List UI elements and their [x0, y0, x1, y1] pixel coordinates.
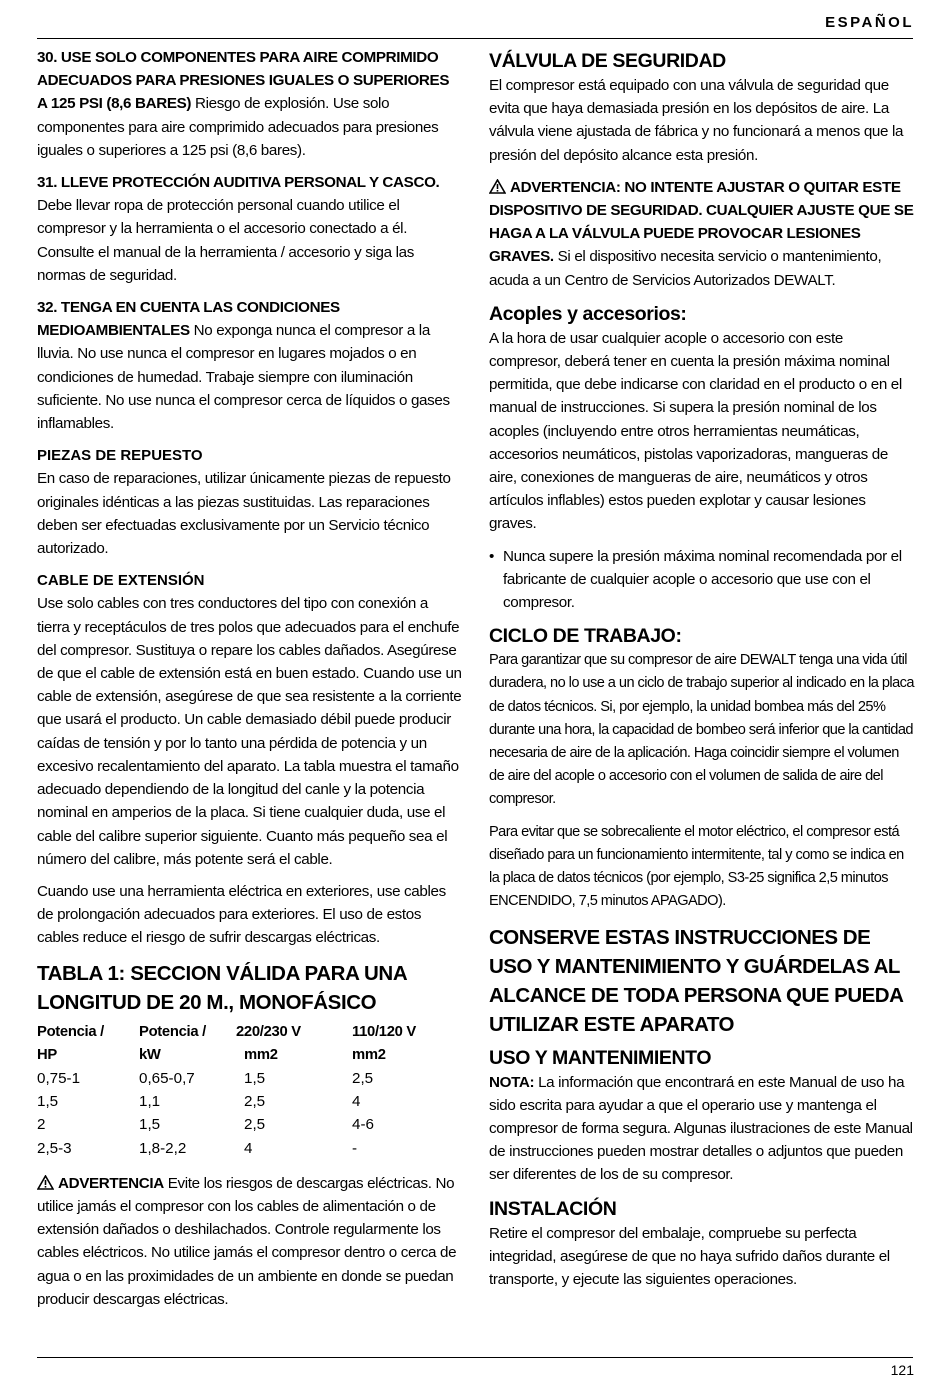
table-header-cell: mm2	[352, 1046, 386, 1063]
safety-valve-heading: VÁLVULA DE SEGURIDAD	[489, 50, 726, 72]
safety-valve-text: El compresor está equipado con una válvula de seguridad que evita que haya demasiada presión en los depósitos de aire. La válvula viene ajustada de fábrica y no funcionará a menos que la presión del depósito alcance esta presión.	[489, 77, 904, 164]
table-header-cell: Potencia /	[139, 1023, 206, 1040]
warning-icon	[37, 1175, 54, 1190]
duty-cycle-text: Para garantizar que su compresor de aire DEWALT tenga una vida útil duradera, no lo use a un ciclo de trabajo superior al indicado en la placa de datos técnicos. Si, por ejemplo, la unidad bombea más del 25% durante una hora, la capacidad de bombeo será inferior que la cantidad necesaria de aire de la aplicación. Haga coincidir siempre el volumen de aire del acople o accesorio con el volumen de salida de aire del compresor.	[489, 652, 914, 808]
note-label: NOTA:	[489, 1073, 535, 1091]
table-cell: 2,5	[352, 1069, 374, 1087]
list-item	[489, 545, 914, 615]
table-cell: 1,1	[139, 1093, 161, 1111]
accessories-heading: Acoples y accesorios:	[489, 302, 687, 325]
table-cell: 0,65-0,7	[139, 1069, 195, 1087]
table-cell: 2,5	[244, 1093, 266, 1111]
table-header-cell: Potencia /	[37, 1023, 104, 1040]
extension-cable-heading: CABLE DE EXTENSIÓN	[37, 572, 205, 590]
table-cell: 1,8-2,2	[139, 1139, 187, 1157]
table-row	[37, 1137, 452, 1160]
extension-cable-text: Use solo cables con tres conductores del tipo con conexión a tierra y receptáculos de tres polos que adecuados para el enchufe del compresor. Sustituya o repare los cables dañados. Asegúrese de que el cable de extensión está en buen estado. Cuando use un cable de extensión, asegúrese de que sea resistente a la corriente que usará el producto. Un cable demasiado débil puede producir caídas de tensión y por lo tanto una pérdida de potencia y un excesivo recalentamiento del aparato. La tabla muestra el tamaño adecuado dependiendo de la longitud del canle y la potencia nominal en amperios de la placa. Si tiene cualquier duda, use el cable del calibre superior siguiente. Cuanto más pequeño sea el número del calibre, más potente será el cable.	[37, 595, 462, 868]
table-cell: 1,5	[139, 1116, 161, 1134]
table-row	[37, 1067, 452, 1090]
table-row	[37, 1113, 452, 1136]
right-column	[489, 46, 914, 1300]
table-title: TABLA 1: SECCION VÁLIDA PARA UNA LONGITUD DE 20 M., MONOFÁSICO	[37, 961, 407, 1014]
table-header-cell: 110/120 V	[352, 1023, 416, 1040]
item-30	[37, 46, 462, 162]
table-cell: 2,5	[244, 1116, 266, 1134]
accessories-bullet-text: Nunca supere la presión máxima nominal recomendada por el fabricante de cualquier acople o accesorio que use con el compresor.	[503, 547, 902, 612]
item-32-text: No exponga nunca el compresor a la lluvia. No use nunca el compresor en lugares mojados o en condiciones de humedad. Trabaje siempre con iluminación suficiente. No use nunca el compresor cerca de líquidos o gases inflamables.	[37, 322, 450, 433]
note-text: La información que encontrará en este Manual de uso ha sido escrita para ayudar a que el operario use y mantenga el compresor de forma segura. Algunas ilustraciones de este Manual de instrucciones pueden mostrar detalles o adjuntos que pueden ser diferentes de los de su compresor.	[489, 1073, 913, 1184]
electric-warning-label: ADVERTENCIA	[58, 1174, 164, 1192]
outdoor-text: Cuando use una herramienta eléctrica en exteriores, use cables de prolongación adecuados para exteriores. El uso de estos cables reduce el riesgo de sufrir descargas eléctricas.	[37, 882, 446, 947]
item-31	[37, 171, 462, 287]
table-header-cell: HP	[37, 1046, 57, 1063]
installation-text: Retire el compresor del embalaje, compruebe su perfecta integridad, asegúrese de que no haya sufrido daños durante el transporte, y ejecute las siguientes operaciones.	[489, 1224, 890, 1288]
item-32	[37, 296, 462, 435]
table-cell: 4-6	[352, 1116, 374, 1134]
installation-heading: INSTALACIÓN	[489, 1197, 617, 1220]
table-header-cell: 220/230 V	[236, 1023, 301, 1040]
left-column	[37, 46, 462, 1320]
table-cell: 2	[37, 1116, 46, 1134]
spare-parts-heading: PIEZAS DE REPUESTO	[37, 447, 203, 465]
header-rule	[37, 38, 913, 39]
table-row	[37, 1090, 452, 1113]
table-cell: 4	[352, 1093, 361, 1111]
item-30-heading: 30. USE SOLO COMPONENTES PARA AIRE COMPRIMIDO ADECUADOS PARA PRESIONES IGUALES O SUPERIORES A 125 PSI (8,6 BARES)	[37, 49, 450, 113]
item-30-text: Riesgo de explosión. Use solo componentes para aire comprimido adecuados para presiones iguales o superiores a 125 psi (8,6 bares).	[37, 95, 439, 159]
table-cell: 2,5-3	[37, 1139, 72, 1157]
safety-valve-warning	[489, 176, 914, 292]
table-cell: -	[352, 1139, 358, 1157]
table-cell: 1,5	[244, 1069, 266, 1087]
item-31-heading: 31. LLEVE PROTECCIÓN AUDITIVA PERSONAL Y CASCO.	[37, 174, 440, 192]
warning-icon	[489, 179, 506, 194]
safety-valve-warning-label: ADVERTENCIA: NO INTENTE AJUSTAR O QUITAR ESTE DISPOSITIVO DE SEGURIDAD. CUALQUIER AJUSTE QUE SE HAGA A LA VÁLVULA PUEDE PROVOCAR LESIONES GRAVES.	[489, 178, 914, 266]
cable-table	[37, 1021, 452, 1160]
electric-warning	[37, 1172, 462, 1311]
electric-warning-text: Evite los riesgos de descargas eléctricas. No utilice jamás el compresor con los cables de alimentación o de extensión dañados o deshilachados. Controle regularmente los cables eléctricos. No utilice jamás el compresor dentro o cerca de agua o en las proximidades de un ambiente en donde se puedan producir descargas eléctricas.	[37, 1174, 457, 1308]
table-cell: 1,5	[37, 1093, 59, 1111]
page-number: 121	[890, 1362, 914, 1378]
table-header-cell: mm2	[244, 1046, 278, 1063]
bullet-icon: •	[489, 547, 494, 565]
table-header-row	[37, 1044, 452, 1067]
duty-cycle-text-2: Para evitar que se sobrecaliente el motor eléctrico, el compresor está diseñado para un funcionamiento intermitente, tal y como se indica en la placa de datos técnicos (por ejemplo, S3-25 significa 2,5 minutos ENCENDIDO, 7,5 minutos APAGADO).	[489, 823, 904, 910]
footer-rule	[37, 1357, 913, 1358]
safety-valve-warning-text: Si el dispositivo necesita servicio o mantenimiento, acuda a un Centro de Servicios Autorizados DEWALT.	[489, 248, 882, 289]
use-maintenance-text	[489, 1071, 914, 1187]
language-label: ESPAÑOL	[825, 14, 914, 31]
table-cell: 4	[244, 1139, 253, 1157]
table-cell: 0,75-1	[37, 1069, 81, 1087]
table-header-cell: kW	[139, 1046, 161, 1063]
duty-cycle-heading: CICLO DE TRABAJO:	[489, 625, 682, 648]
item-32-heading: 32. TENGA EN CUENTA LAS CONDICIONES MEDIOAMBIENTALES	[37, 299, 340, 340]
spare-parts-text: En caso de reparaciones, utilizar únicamente piezas de repuesto originales idénticas a las piezas sustituidas. Las reparaciones deben ser efectuadas exclusivamente por un Servicio técnico autorizado.	[37, 470, 451, 558]
accessories-text: A la hora de usar cualquier acople o accesorio con este compresor, deberá tener en cuenta la presión máxima nominal permitida, que debe indicarse con claridad en el producto o en el manual de instrucciones. Si supera la presión nominal de los acoples (incluyendo entre otros herramientas neumáticas, accesorios neumáticos, pistolas vaporizadoras, mangueras de aire, conexiones de mangueras de aire, neumáticos y otros artículos inflables) estos pueden explotar y causar lesiones graves.	[489, 329, 902, 533]
table-header-row	[37, 1021, 452, 1044]
keep-instructions-heading: CONSERVE ESTAS INSTRUCCIONES DE USO Y MANTENIMIENTO Y GUÁRDELAS AL ALCANCE DE TODA PERSONA QUE PUEDA UTILIZAR ESTE APARATO	[489, 925, 903, 1036]
item-31-text: Debe llevar ropa de protección personal cuando utilice el compresor y la herramienta o el accesorio conectado a él. Consulte el manual de la herramienta / accesorio y siga las normas de seguridad.	[37, 197, 414, 284]
use-maintenance-heading: USO Y MANTENIMIENTO	[489, 1046, 712, 1069]
